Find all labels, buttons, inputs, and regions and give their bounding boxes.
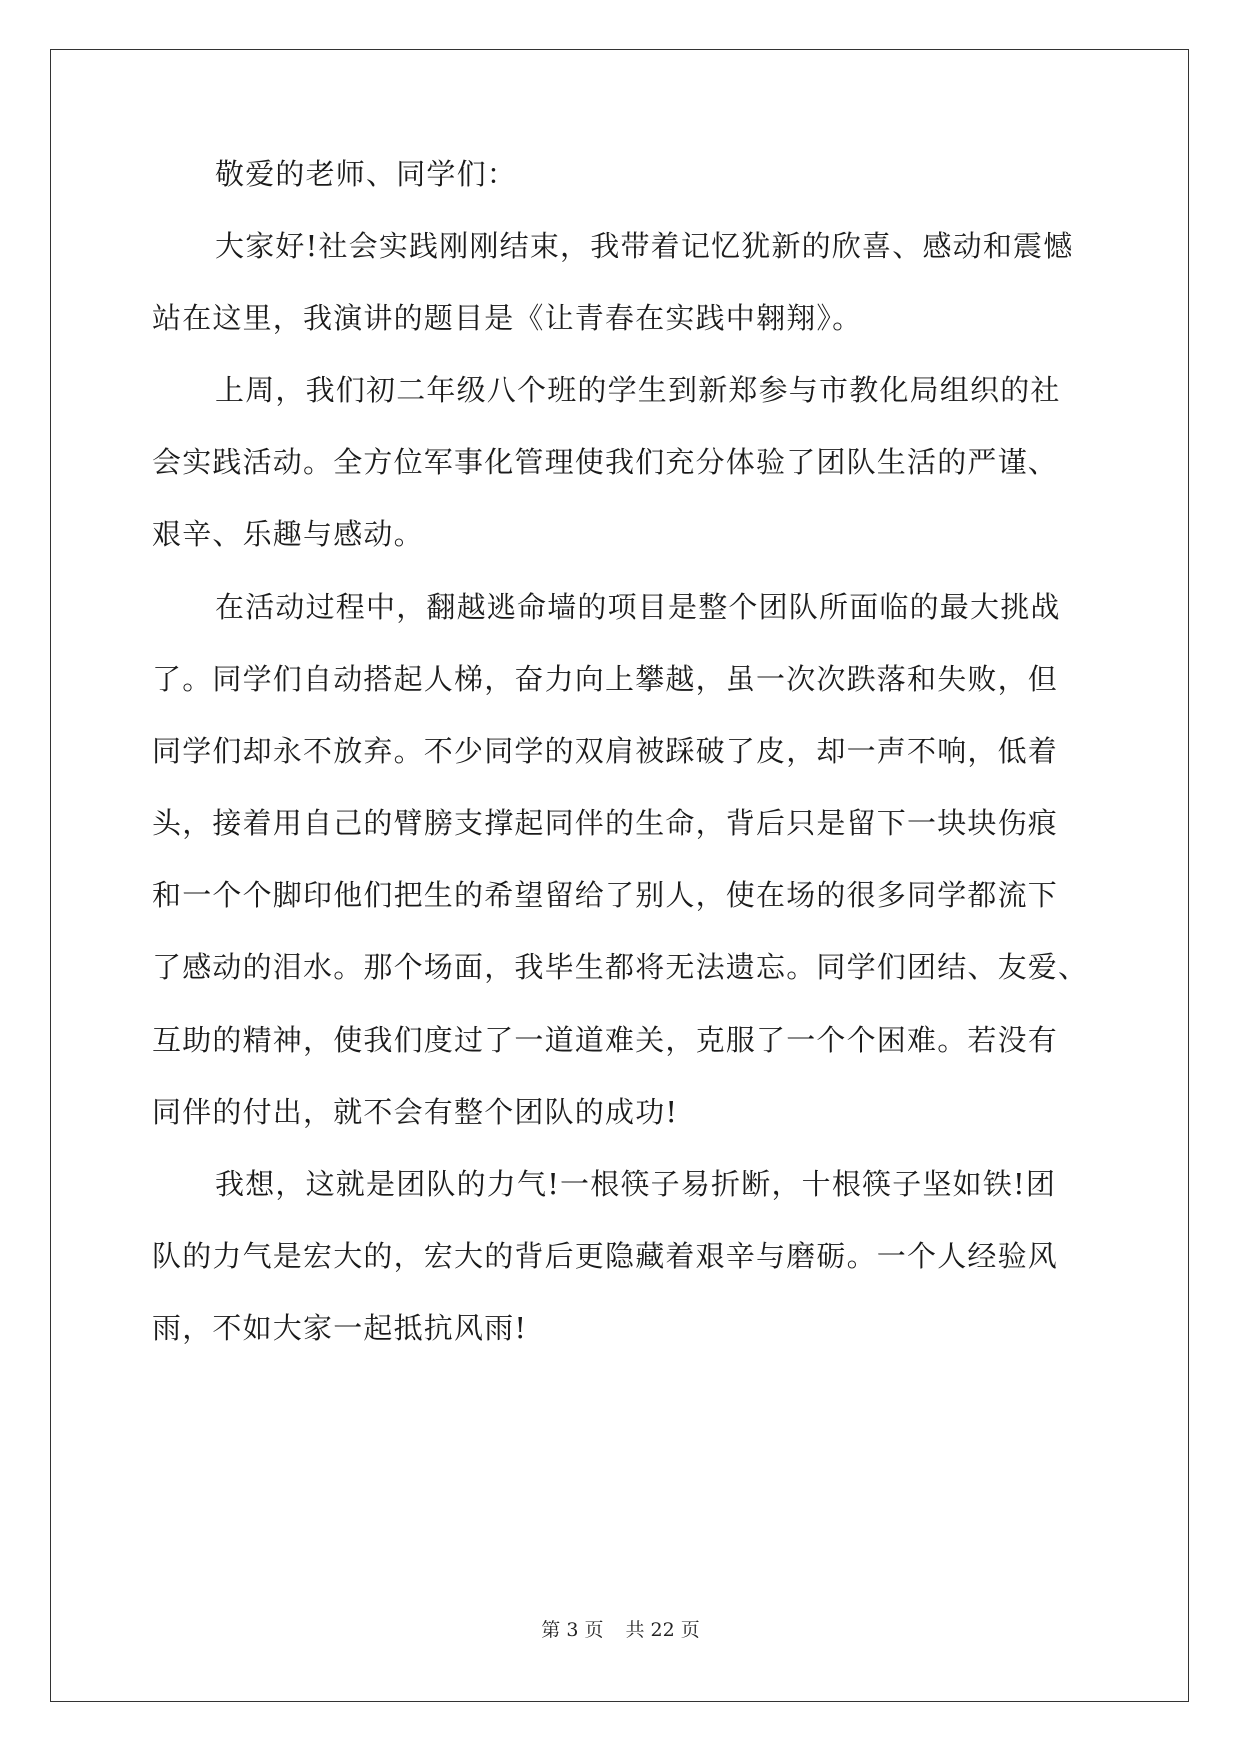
text-line: 和一个个脚印他们把生的希望留给了别人，使在场的很多同学都流下 <box>152 878 1059 912</box>
salutation: 敬爱的老师、同学们： <box>215 157 518 191</box>
text-line: 会实践活动。全方位军事化管理使我们充分体验了团队生活的严谨、 <box>152 445 1059 479</box>
text-line: 在活动过程中，翻越逃命墙的项目是整个团队所面临的最大挑战 <box>215 590 1061 624</box>
page-footer <box>0 1617 1241 1643</box>
text-line: 我想，这就是团队的力气!一根筷子易折断，十根筷子坚如铁!团 <box>215 1167 1057 1201</box>
text-line: 了。同学们自动搭起人梯，奋力向上攀越，虽一次次跌落和失败，但 <box>152 662 1059 696</box>
text-line: 雨，不如大家一起抵抗风雨! <box>152 1311 528 1345</box>
text-line: 艰辛、乐趣与感动。 <box>152 517 424 551</box>
text-line: 了感动的泪水。那个场面，我毕生都将无法遗忘。同学们团结、友爱、 <box>152 950 1089 984</box>
page-number: 第 3 页 <box>541 1619 604 1641</box>
page-total: 共 22 页 <box>625 1619 700 1641</box>
text-line: 同学们却永不放弃。不少同学的双肩被踩破了皮，却一声不响，低着 <box>152 734 1059 768</box>
text-line: 同伴的付出，就不会有整个团队的成功! <box>152 1095 679 1129</box>
text-line: 大家好!社会实践刚刚结束，我带着记忆犹新的欣喜、感动和震憾 <box>215 229 1074 263</box>
text-line: 头，接着用自己的臂膀支撑起同伴的生命，背后只是留下一块块伤痕 <box>152 806 1059 840</box>
text-line: 上周，我们初二年级八个班的学生到新郑参与市教化局组织的社 <box>215 373 1061 407</box>
text-line: 互助的精神，使我们度过了一道道难关，克服了一个个困难。若没有 <box>152 1023 1059 1057</box>
text-line: 站在这里，我演讲的题目是《让青春在实践中翱翔》。 <box>152 301 863 335</box>
text-line: 队的力气是宏大的，宏大的背后更隐藏着艰辛与磨砺。一个人经验风 <box>152 1239 1059 1273</box>
